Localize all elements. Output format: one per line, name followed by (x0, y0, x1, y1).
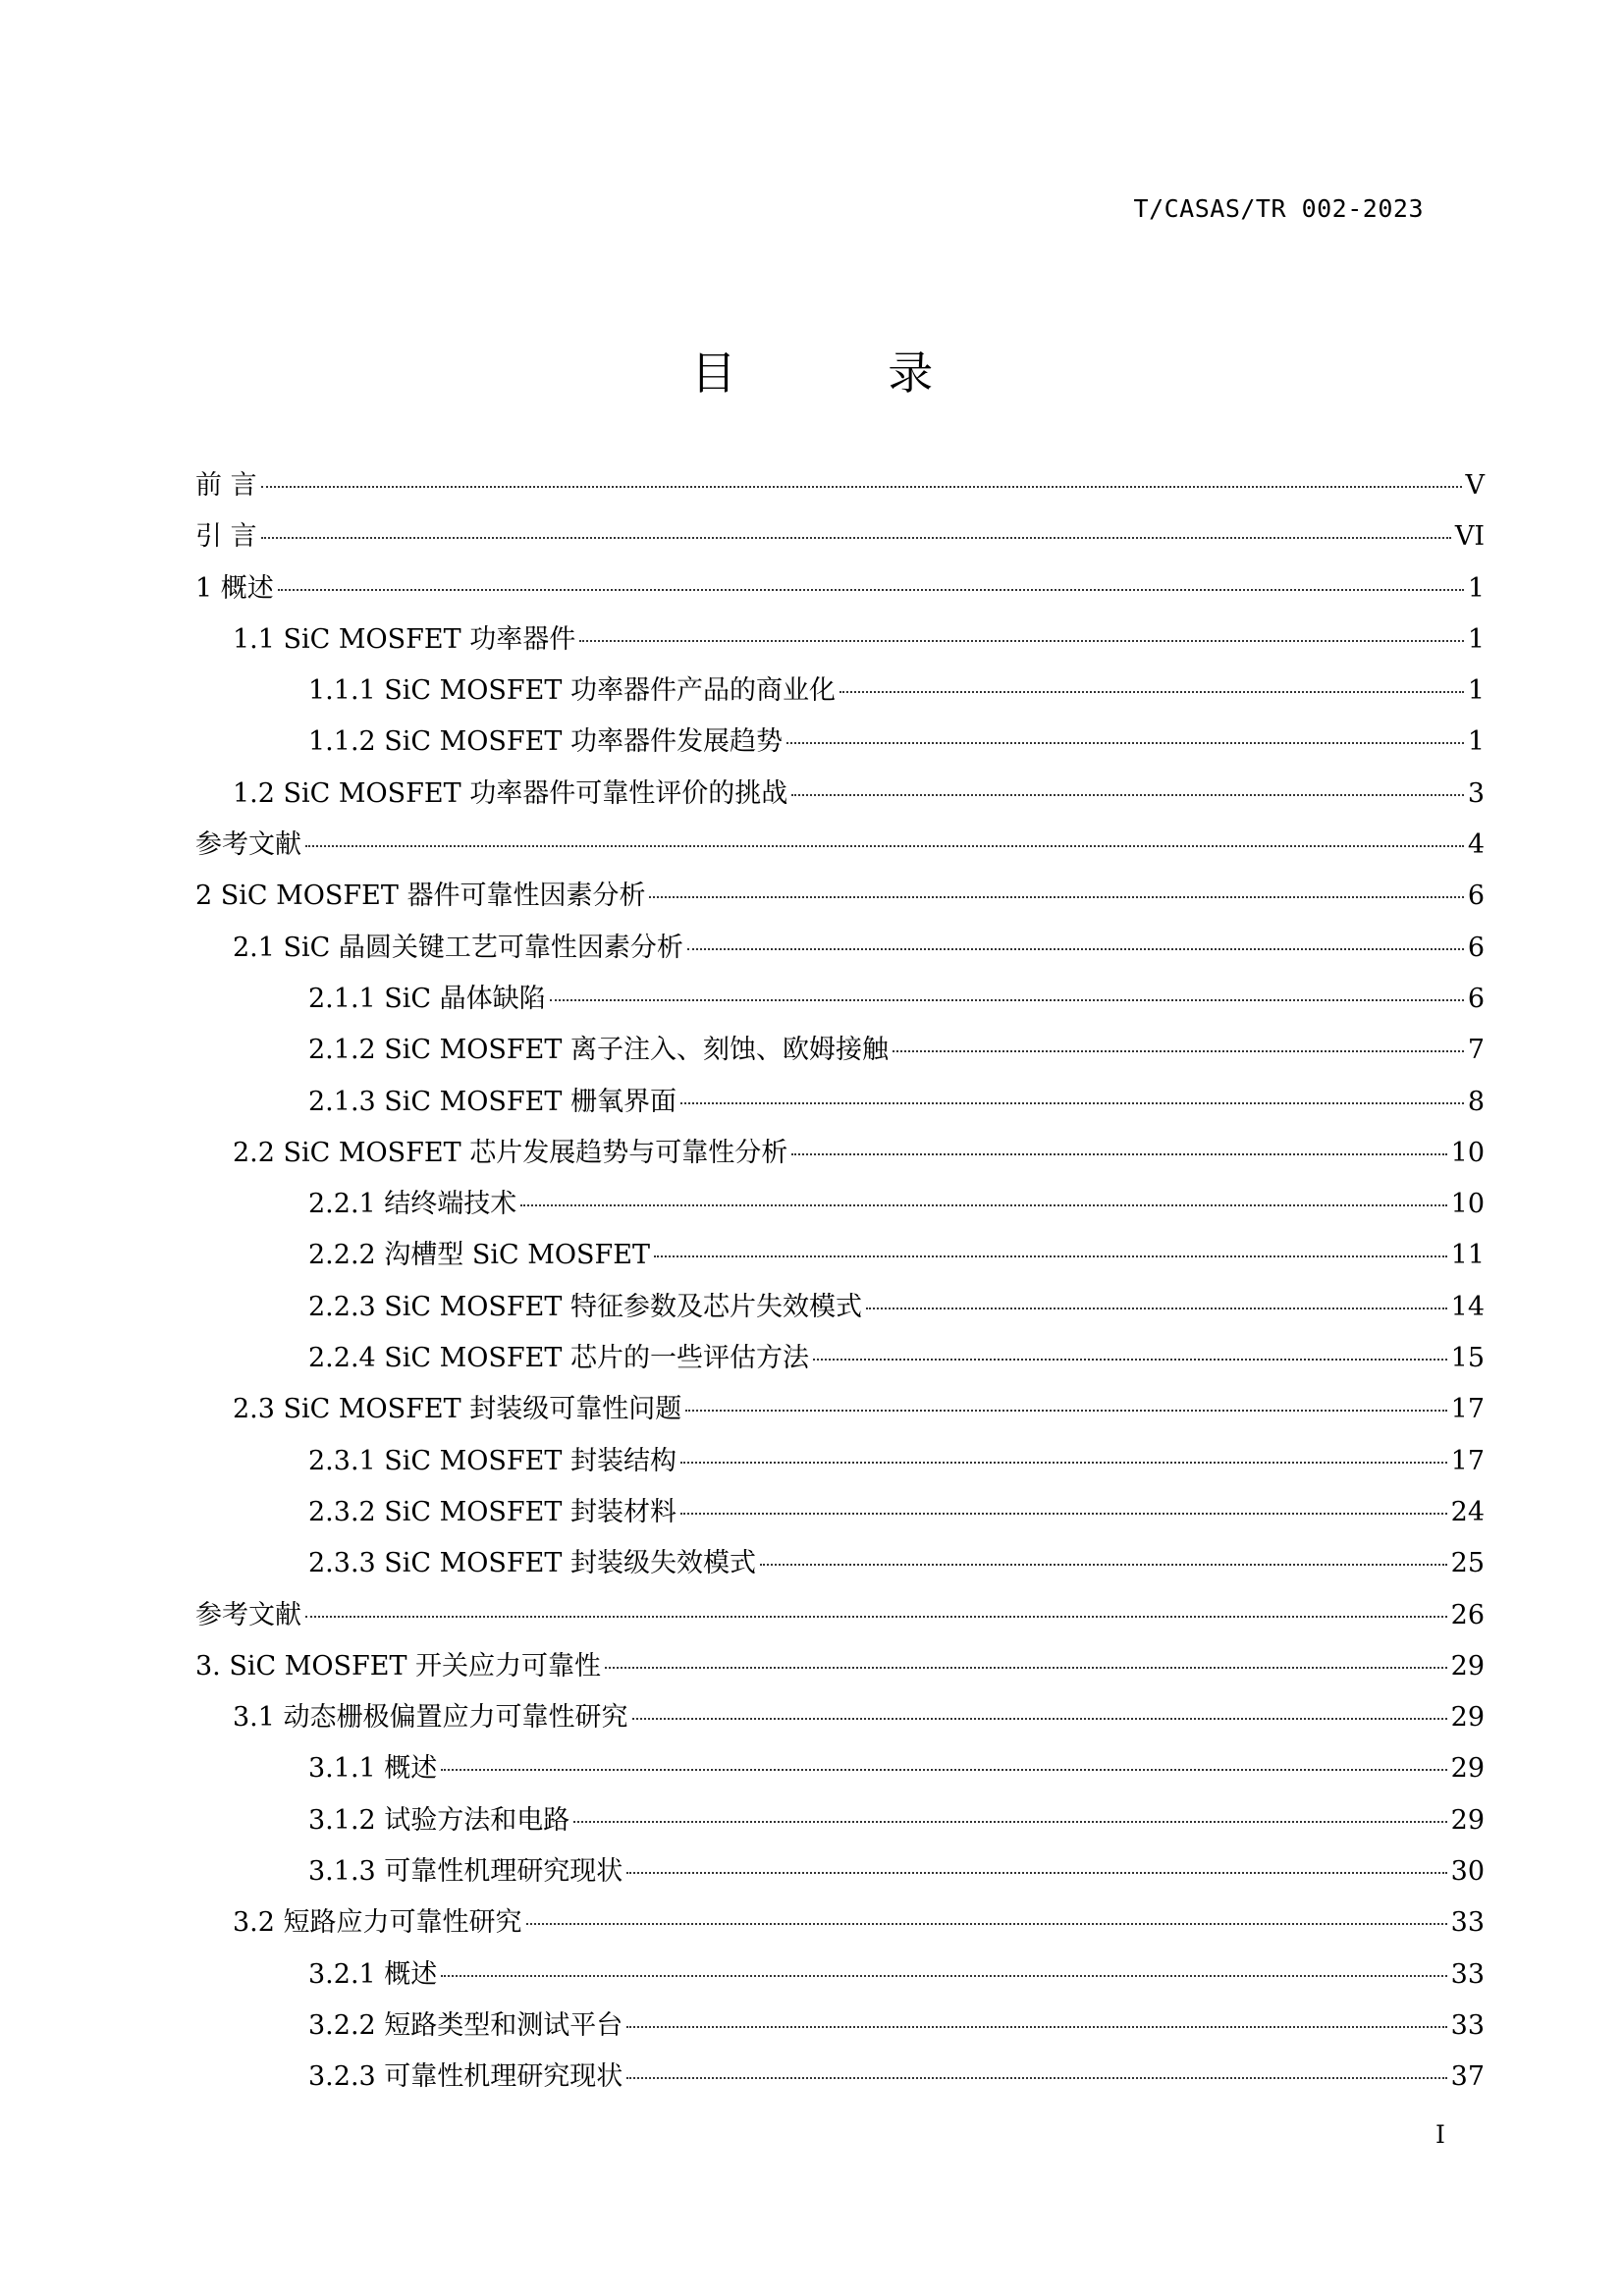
toc-entry[interactable] (195, 1028, 1485, 1079)
toc-entry-page: 1 (1467, 572, 1485, 604)
dot-leader (441, 1975, 1446, 1977)
toc-entry-label: 2.1 SiC 晶圆关键工艺可靠性因素分析 (233, 932, 683, 963)
toc-entry-label: 2.1.1 SiC 晶体缺陷 (308, 983, 546, 1014)
dot-leader (680, 1462, 1447, 1464)
toc-entry-label: 2.1.3 SiC MOSFET 栅氧界面 (308, 1086, 677, 1117)
dot-leader (760, 1564, 1447, 1566)
dot-leader (579, 640, 1464, 642)
dot-leader (626, 2077, 1446, 2079)
toc-entry-page: 4 (1467, 829, 1485, 861)
toc-entry[interactable] (195, 772, 1485, 823)
toc-entry-label: 1.1.1 SiC MOSFET 功率器件产品的商业化 (308, 675, 836, 707)
toc-entry-label: 参考文献 (195, 1599, 301, 1630)
table-of-contents (195, 463, 1485, 2107)
toc-entry-page: 25 (1450, 1548, 1485, 1579)
dot-leader (786, 742, 1464, 744)
toc-entry-label: 2.2.1 结终端技术 (308, 1189, 517, 1220)
toc-entry-label: 前 言 (195, 470, 257, 501)
dot-leader (839, 691, 1464, 693)
toc-entry[interactable] (195, 1490, 1485, 1541)
toc-entry-label: 3.2.2 短路类型和测试平台 (308, 2009, 623, 2041)
dot-leader (649, 896, 1463, 898)
toc-entry-label: 2.3 SiC MOSFET 封装级可靠性问题 (233, 1394, 682, 1425)
toc-entry-page: 7 (1467, 1035, 1485, 1066)
toc-entry[interactable] (195, 617, 1485, 668)
toc-entry-page: 1 (1467, 726, 1485, 758)
toc-entry[interactable] (195, 1746, 1485, 1797)
toc-entry[interactable] (195, 566, 1485, 617)
toc-entry[interactable] (195, 1439, 1485, 1490)
dot-leader (261, 537, 1451, 539)
toc-entry-label: 3.2.1 概述 (308, 1958, 438, 1990)
toc-entry-page: 11 (1450, 1240, 1485, 1271)
toc-entry-page: 8 (1467, 1086, 1485, 1117)
toc-entry-page: 29 (1450, 1804, 1485, 1836)
toc-entry-label: 3.2 短路应力可靠性研究 (233, 1907, 522, 1939)
dot-leader (632, 1718, 1447, 1720)
toc-entry[interactable] (195, 463, 1485, 514)
toc-entry[interactable] (195, 977, 1485, 1028)
document-id: T/CASAS/TR 002-2023 (1133, 194, 1424, 223)
toc-entry[interactable] (195, 1798, 1485, 1849)
toc-entry-page: 29 (1450, 1650, 1485, 1682)
toc-entry-page: 10 (1450, 1189, 1485, 1220)
toc-entry-label: 2.1.2 SiC MOSFET 离子注入、刻蚀、欧姆接触 (308, 1035, 889, 1066)
dot-leader (680, 1513, 1447, 1515)
toc-entry-label: 3.1 动态栅极偏置应力可靠性研究 (233, 1702, 628, 1734)
toc-entry[interactable] (195, 1233, 1485, 1284)
dot-leader (526, 1923, 1447, 1925)
toc-entry-page: 29 (1450, 1753, 1485, 1785)
toc-entry-label: 1.2 SiC MOSFET 功率器件可靠性评价的挑战 (233, 777, 788, 809)
toc-entry[interactable] (195, 1387, 1485, 1438)
dot-leader (278, 589, 1464, 591)
toc-entry-page: 17 (1450, 1394, 1485, 1425)
toc-entry[interactable] (195, 1695, 1485, 1746)
toc-entry-page: 6 (1467, 881, 1485, 912)
dot-leader (305, 1616, 1447, 1618)
toc-entry[interactable] (195, 926, 1485, 977)
dot-leader (791, 1153, 1446, 1155)
toc-entry-page: V (1465, 470, 1485, 501)
toc-entry[interactable] (195, 1541, 1485, 1592)
dot-leader (687, 948, 1464, 950)
toc-entry[interactable] (195, 1080, 1485, 1131)
dot-leader (550, 999, 1464, 1001)
toc-entry-page: 29 (1450, 1702, 1485, 1734)
toc-entry-label: 3.1.2 试验方法和电路 (308, 1804, 570, 1836)
dot-leader (573, 1821, 1446, 1823)
toc-entry[interactable] (195, 668, 1485, 720)
dot-leader (626, 2026, 1446, 2028)
toc-entry-page: 33 (1450, 1958, 1485, 1990)
toc-entry-label: 2.2.2 沟槽型 SiC MOSFET (308, 1240, 650, 1271)
toc-entry[interactable] (195, 1952, 1485, 2003)
page-title: 目 录 (690, 347, 1002, 400)
toc-entry[interactable] (195, 874, 1485, 925)
toc-entry-page: 3 (1467, 777, 1485, 809)
toc-entry-label: 2 SiC MOSFET 器件可靠性因素分析 (195, 881, 646, 912)
toc-entry[interactable] (195, 1849, 1485, 1900)
toc-entry-page: 26 (1450, 1599, 1485, 1630)
toc-entry[interactable] (195, 2003, 1485, 2055)
toc-entry-label: 1 概述 (195, 572, 274, 604)
toc-entry-label: 参考文献 (195, 829, 301, 861)
dot-leader (261, 486, 1462, 488)
toc-entry-page: 37 (1450, 2061, 1485, 2093)
toc-entry-page: 10 (1450, 1137, 1485, 1168)
toc-entry-page: 33 (1450, 1907, 1485, 1939)
toc-entry-label: 3.1.3 可靠性机理研究现状 (308, 1856, 623, 1888)
toc-entry-page: VI (1454, 521, 1485, 553)
toc-entry-label: 3.2.3 可靠性机理研究现状 (308, 2061, 623, 2093)
toc-entry-label: 3.1.1 概述 (308, 1753, 438, 1785)
toc-entry-page: 15 (1450, 1343, 1485, 1374)
toc-entry[interactable] (195, 1644, 1485, 1695)
toc-entry[interactable] (195, 1593, 1485, 1644)
toc-entry-label: 3. SiC MOSFET 开关应力可靠性 (195, 1650, 602, 1682)
toc-entry-page: 24 (1450, 1496, 1485, 1527)
toc-entry-page: 17 (1450, 1445, 1485, 1476)
toc-entry[interactable] (195, 1285, 1485, 1336)
toc-entry-label: 2.2.4 SiC MOSFET 芯片的一些评估方法 (308, 1343, 809, 1374)
dot-leader (626, 1872, 1446, 1874)
dot-leader (866, 1308, 1447, 1309)
toc-entry[interactable] (195, 720, 1485, 771)
toc-entry-page: 14 (1450, 1291, 1485, 1322)
toc-entry[interactable] (195, 1182, 1485, 1233)
toc-entry-label: 1.1.2 SiC MOSFET 功率器件发展趋势 (308, 726, 783, 758)
toc-entry-page: 1 (1467, 675, 1485, 707)
toc-entry-label: 2.2.3 SiC MOSFET 特征参数及芯片失效模式 (308, 1291, 862, 1322)
toc-entry[interactable] (195, 1336, 1485, 1387)
toc-entry-page: 1 (1467, 623, 1485, 655)
toc-entry-label: 2.2 SiC MOSFET 芯片发展趋势与可靠性分析 (233, 1137, 788, 1168)
dot-leader (520, 1204, 1446, 1206)
toc-entry-label: 2.3.2 SiC MOSFET 封装材料 (308, 1496, 677, 1527)
page-number: I (1435, 2120, 1445, 2149)
dot-leader (441, 1769, 1446, 1771)
toc-entry-page: 6 (1467, 932, 1485, 963)
toc-entry-page: 30 (1450, 1856, 1485, 1888)
toc-entry[interactable] (195, 1900, 1485, 1951)
dot-leader (791, 794, 1464, 796)
toc-entry-label: 2.3.3 SiC MOSFET 封装级失效模式 (308, 1548, 756, 1579)
dot-leader (605, 1667, 1447, 1669)
dot-leader (680, 1102, 1464, 1104)
dot-leader (685, 1410, 1446, 1412)
toc-entry[interactable] (195, 514, 1485, 565)
toc-entry-label: 引 言 (195, 521, 257, 553)
toc-entry[interactable] (195, 823, 1485, 874)
dot-leader (305, 845, 1464, 847)
dot-leader (654, 1255, 1447, 1257)
toc-entry-page: 33 (1450, 2009, 1485, 2041)
dot-leader (813, 1359, 1447, 1361)
toc-entry-page: 6 (1467, 983, 1485, 1014)
toc-entry-label: 2.3.1 SiC MOSFET 封装结构 (308, 1445, 677, 1476)
toc-entry-label: 1.1 SiC MOSFET 功率器件 (233, 623, 576, 655)
dot-leader (893, 1050, 1464, 1052)
toc-entry[interactable] (195, 2055, 1485, 2106)
toc-entry[interactable] (195, 1131, 1485, 1182)
